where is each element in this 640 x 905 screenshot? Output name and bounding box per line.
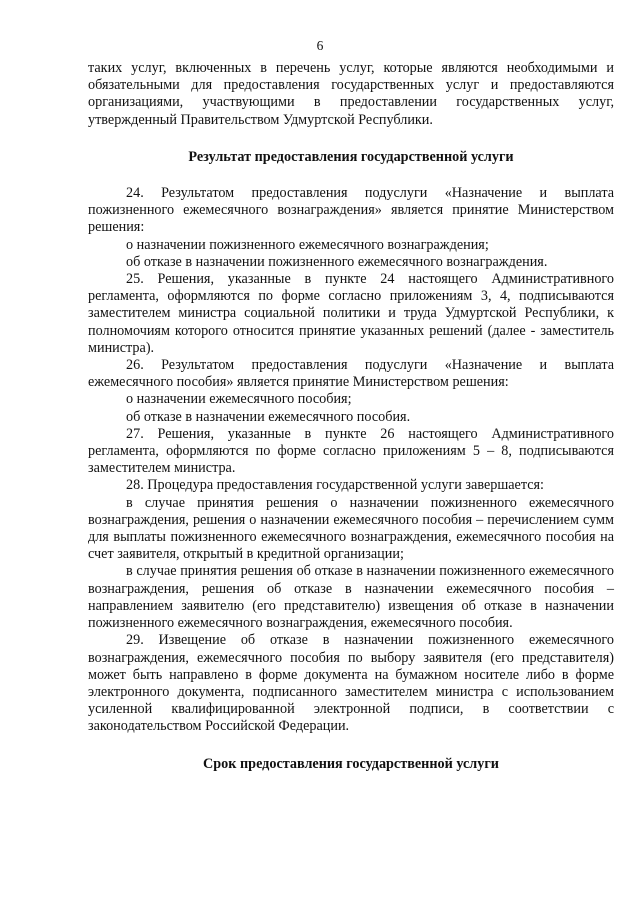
paragraph-28-item-b: в случае принятия решения об отказе в назначении пожизненного ежемесячного вознаграждения, решения об отказе в назначении ежемесячного пособия – направлением заявителю (его представителю) извещения об отказе в назначении пожизненного ежемесячного вознаграждения, ежемесячного пособия. (88, 563, 614, 632)
section-heading-term: Срок предоставления государственной услуги (203, 755, 499, 772)
paragraph-26: 26. Результатом предоставления подуслуги «Назначение и выплата ежемесячного пособия» является принятие Министерством решения: (88, 357, 614, 391)
paragraph-25: 25. Решения, указанные в пункте 24 настоящего Административного регламента, оформляются по форме согласно приложениям 3, 4, подписываются заместителем министра социальной политики и труда Удмуртской Республики, к полномочиям которого относится принятие указанных решений (далее - заместитель министра). (88, 271, 614, 356)
page-number: 6 (316, 38, 324, 53)
paragraph-29: 29. Извещение об отказе в назначении пожизненного ежемесячного вознаграждения, ежемесячного пособия по выбору заявителя (его представителя) может быть направлено в форме документа на бумажном носителе либо в форме электронного документа, подписанного заместителем министра с использованием усиленной квалифицированной электронной подписи, в соответствии с законодательством Российской Федерации. (88, 632, 614, 735)
paragraph-26-item-b: об отказе в назначении ежемесячного пособия. (126, 408, 411, 425)
paragraph-26-item-a: о назначении ежемесячного пособия; (126, 391, 352, 408)
section-heading-result: Результат предоставления государственной услуги (188, 148, 514, 165)
paragraph-24-item-a: о назначении пожизненного ежемесячного вознаграждения; (126, 236, 489, 253)
document-body (88, 60, 614, 792)
paragraph-27: 27. Решения, указанные в пункте 26 настоящего Административного регламента, оформляются по форме согласно приложениям 5 – 8, подписываются заместителем министра. (88, 425, 614, 477)
paragraph-28: 28. Процедура предоставления государственной услуги завершается: (126, 477, 544, 494)
paragraph-intro: таких услуг, включенных в перечень услуг, которые являются необходимыми и обязательными для предоставления государственных услуг и предоставляются организациями, участвующими в предоставлении государственных услуг, утвержденный Правительством Удмуртской Республики. (88, 60, 614, 128)
paragraph-24-item-b: об отказе в назначении пожизненного ежемесячного вознаграждения. (126, 253, 548, 270)
paragraph-28-item-a: в случае принятия решения о назначении пожизненного ежемесячного вознаграждения, решения о назначении ежемесячного пособия – перечислением сумм для выплаты пожизненного ежемесячного вознаграждения, ежемесячного пособия на счет заявителя, открытый в кредитной организации; (88, 494, 614, 563)
paragraph-24: 24. Результатом предоставления подуслуги «Назначение и выплата пожизненного ежемесячного вознаграждения» является принятие Министерством решения: (88, 185, 614, 236)
